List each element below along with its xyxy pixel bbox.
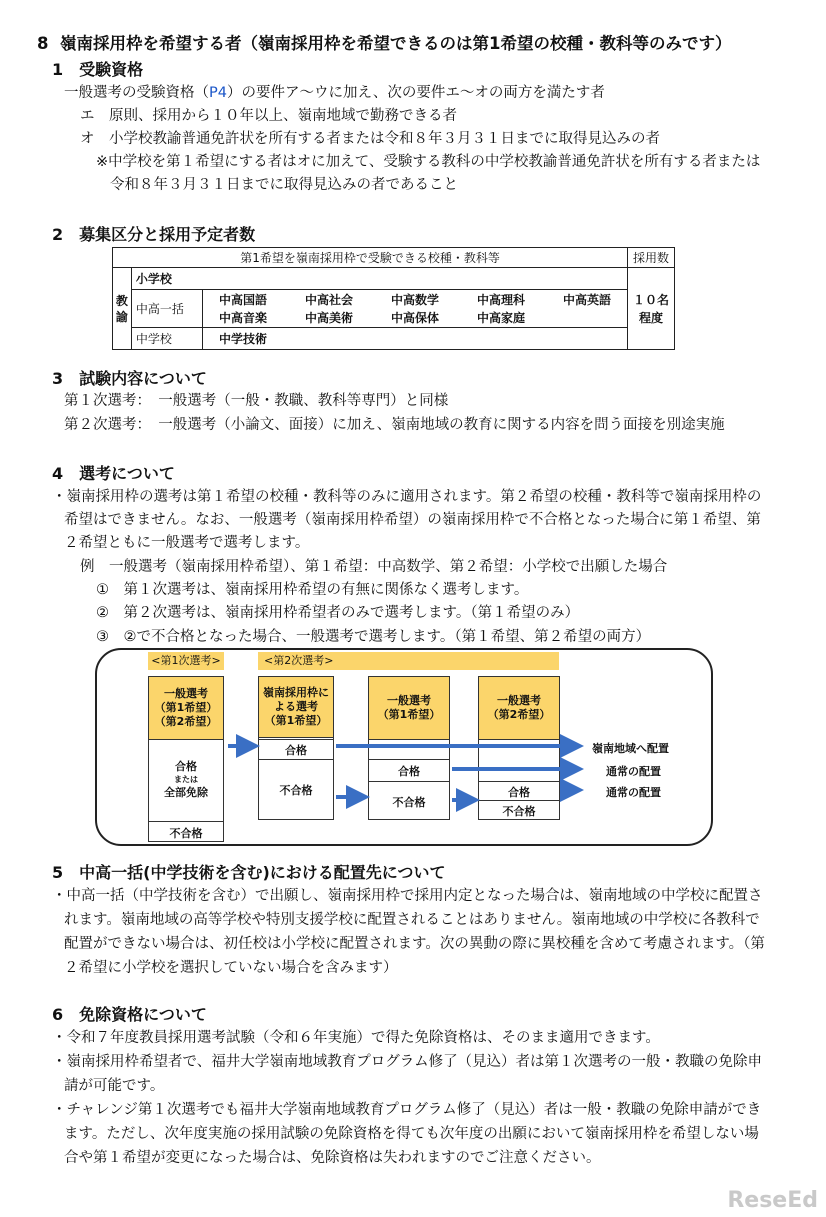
table-count-value: １０名	[633, 292, 670, 307]
s6-b3a: ・チャレンジ第１次選考でも福井大学嶺南地域教育プログラム修了（見込）者は一般・教職の免除申請ができ	[52, 1102, 762, 1118]
table-row2-label: 中高一括	[131, 290, 202, 328]
s2-title: 2 募集区分と採用予定者数	[52, 225, 256, 244]
outcome-normal-2: 通常の配置	[606, 786, 661, 799]
box1-pass: 合格	[175, 759, 197, 773]
tab-first-stage: <第1次選考>	[148, 652, 224, 670]
box1-h1: 一般選考	[164, 687, 208, 700]
s5-p2: れます。嶺南地域の高等学校や特別支援学校に配置されることはありません。嶺南地域の中学校に各教科で	[64, 912, 760, 928]
s6-b3c: 合や第１希望が変更になった場合は、免除資格は失われますのでご注意ください。	[64, 1150, 601, 1166]
box4-pass: 合格	[479, 781, 559, 801]
box2-pass: 合格	[259, 739, 333, 760]
subject-item: 中高保体	[391, 311, 440, 325]
s4-example-1: ① 第１次選考は、嶺南採用枠希望の有無に関係なく選考します。	[96, 582, 529, 598]
outcome-reinan: 嶺南地域へ配置	[592, 742, 669, 755]
s3-line1: 第１次選考： 一般選考（一般・教職、教科等専門）と同様	[64, 393, 449, 409]
s5-p4: ２希望に小学校を選択していない場合を含みます）	[64, 960, 398, 976]
s6-b2b: 請が可能です。	[64, 1078, 165, 1094]
s6-b2a: ・嶺南採用枠希望者で、福井大学嶺南地域教育プログラム修了（見込）者は第１次選考の一般・教職の免除申	[52, 1054, 763, 1070]
section-title: 嶺南採用枠を希望する者（嶺南採用枠を希望できるのは第1希望の校種・教科等のみです）	[59, 34, 732, 53]
subject-item: 中高国語	[219, 293, 268, 307]
outcome-normal-1: 通常の配置	[606, 765, 661, 778]
s1-line1-pre: 一般選考の受験資格（	[64, 85, 209, 101]
s5-p3: 配置ができない場合は、初任校は小学校に配置されます。次の異動の際に異校種を含めて考慮されます。（第	[64, 936, 765, 952]
s6-title: 6 免除資格について	[52, 1005, 207, 1024]
box2-h3: （第1希望）	[264, 714, 328, 727]
table-row3-value: 中学技術	[203, 328, 628, 350]
table-row-elementary: 小学校	[131, 268, 627, 290]
box1-exempt: 全部免除	[164, 785, 208, 799]
s1-line1-post: ）の要件ア～ウに加え、次の要件エ～オの両方を満たす者	[226, 85, 605, 101]
s4-p2: 希望はできません。なお、一般選考（嶺南採用枠希望）の嶺南採用枠で不合格となった場合に第１希望、第	[64, 512, 761, 528]
section-number: 8	[37, 34, 49, 53]
box2-fail: 不合格	[259, 759, 333, 820]
subject-item: 中高音楽	[219, 311, 268, 325]
box2-h1: 嶺南採用枠に	[263, 686, 329, 699]
s3-title: 3 試験内容について	[52, 369, 207, 388]
s1-title: 1 受験資格	[52, 60, 144, 79]
box4-h1: 一般選考	[497, 694, 541, 707]
table-row3-label: 中学校	[131, 328, 202, 350]
s4-example-3: ③ ②で不合格となった場合、一般選考で選考します。（第１希望、第２希望の両方）	[96, 629, 651, 645]
box1-h3: （第2希望）	[154, 715, 218, 728]
page-link[interactable]: P4	[209, 85, 227, 101]
s3-line2: 第２次選考： 一般選考（小論文、面接）に加え、嶺南地域の教育に関する内容を問う面接を別途実施	[64, 417, 725, 433]
table-group-label: 教諭	[115, 293, 128, 324]
box3-fail: 不合格	[369, 781, 449, 821]
s4-p3: ２希望ともに一般選考で選考します。	[64, 535, 310, 551]
box1-h2: （第1希望）	[154, 701, 218, 714]
s4-example: 例 一般選考（嶺南採用枠希望）、第１希望：中高数学、第２希望：小学校で出願した場合	[80, 559, 668, 575]
s6-b3b: ます。ただし、次年度実施の採用試験の免除資格を得ても次年度の出願において嶺南採用枠を希望しない場	[64, 1126, 759, 1142]
s1-note2: 令和８年３月３１日までに取得見込みの者であること	[110, 177, 458, 193]
box4-fail: 不合格	[479, 800, 559, 821]
s4-title: 4 選考について	[52, 464, 175, 483]
s4-example-2: ② 第２次選考は、嶺南採用枠希望者のみで選考します。（第１希望のみ）	[96, 605, 580, 621]
box3-pass: 合格	[369, 759, 449, 782]
s4-p1: ・嶺南採用枠の選考は第１希望の校種・教科等のみに適用されます。第２希望の校種・教科等で嶺南採用枠の	[52, 489, 762, 505]
box1-or: または	[174, 774, 198, 784]
subject-item: 中高家庭	[477, 311, 526, 325]
box2-h2: よる選考	[274, 700, 318, 713]
watermark-logo: ReseEd	[727, 1188, 818, 1213]
subject-item: 中高理科	[477, 293, 526, 307]
tab-second-stage: <第2次選考>	[258, 652, 559, 670]
s1-item-e: エ 原則、採用から１０年以上、嶺南地域で勤務できる者	[80, 108, 457, 124]
s1-note1: ※中学校を第１希望にする者はオに加えて、受験する教科の中学校教諭普通免許状を所有する者または	[96, 154, 761, 170]
subject-item: 中高英語	[563, 293, 612, 307]
box3-h1: 一般選考	[387, 694, 431, 707]
box4-h2: （第2希望）	[487, 708, 551, 721]
subject-item: 中高社会	[305, 293, 354, 307]
s5-title: 5 中高一括(中学技術を含む)における配置先について	[52, 863, 446, 882]
s5-p1: ・中高一括（中学技術を含む）で出願し、嶺南採用枠で採用内定となった場合は、嶺南地域の中学校に配置さ	[52, 888, 763, 904]
box3-h2: （第1希望）	[377, 708, 441, 721]
subject-item: 中高数学	[391, 293, 440, 307]
s1-item-o: オ 小学校教諭普通免許状を所有する者または令和８年３月３１日までに取得見込みの者	[80, 131, 660, 147]
box1-fail: 不合格	[149, 821, 223, 843]
table-header-main: 第1希望を嶺南採用枠で受験できる校種・教科等	[113, 248, 628, 268]
subject-item: 中高美術	[305, 311, 354, 325]
table-header-count: 採用数	[628, 248, 675, 268]
table-count-unit: 程度	[639, 310, 664, 325]
s6-b1: ・令和７年度教員採用選考試験（令和６年実施）で得た免除資格は、そのまま適用できます。	[52, 1030, 660, 1046]
